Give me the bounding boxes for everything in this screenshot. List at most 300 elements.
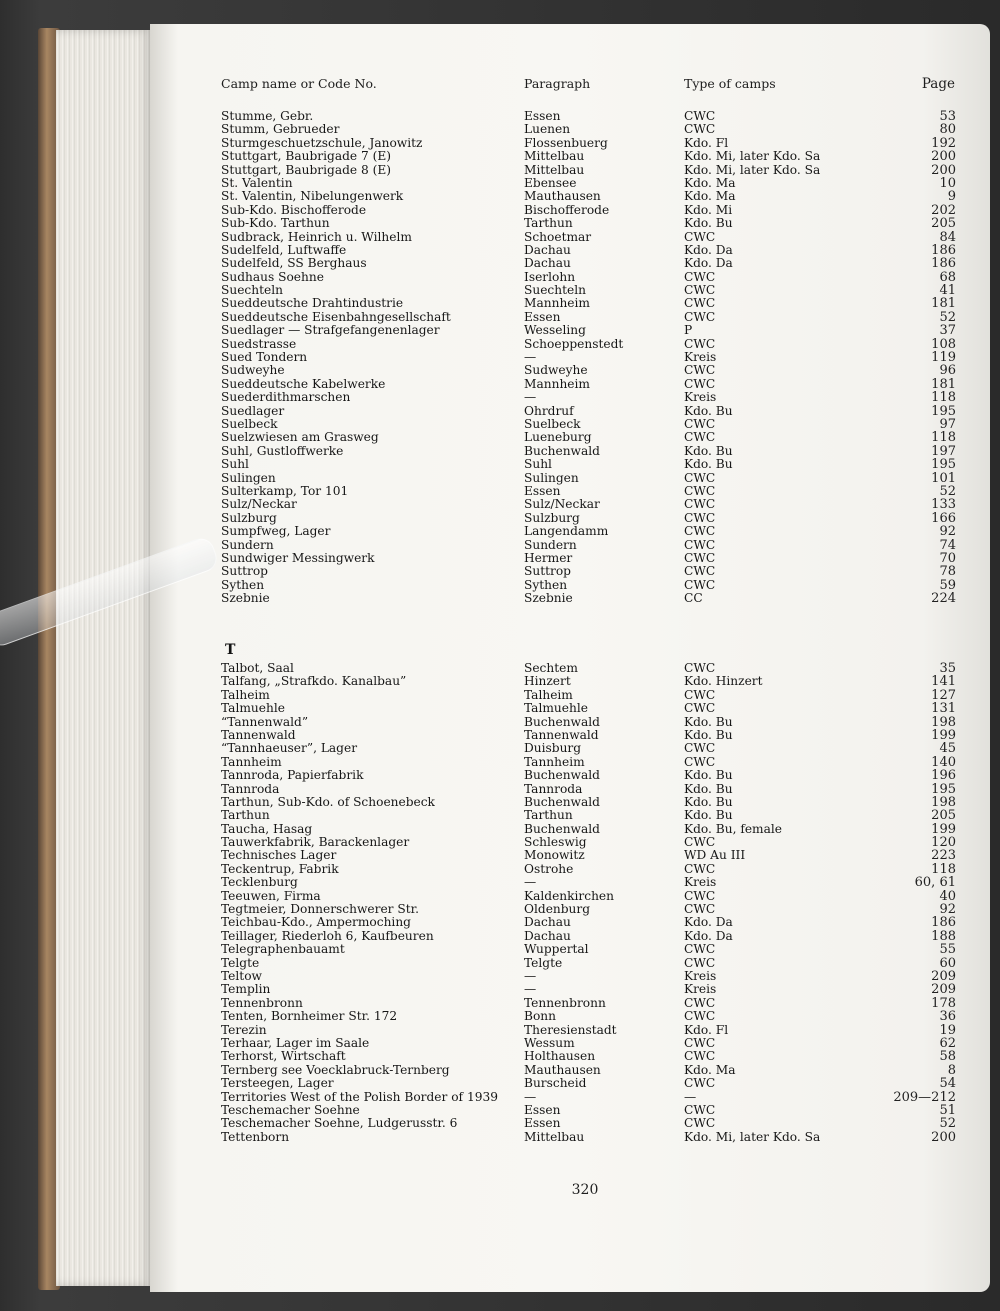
entry-page: 60 (939, 955, 956, 971)
table-row (0, 756, 1000, 769)
entry-type: CWC (684, 1049, 716, 1064)
table-row (0, 823, 1000, 836)
table-row (0, 592, 1000, 605)
entries-t-section (0, 632, 1000, 1144)
entry-name: Suedlager (221, 403, 285, 418)
entry-paragraph: Mittelbau (524, 1129, 585, 1144)
entry-type: CWC (684, 430, 716, 445)
entry-name: “Tannhaeuser”, Lager (221, 741, 358, 756)
table-row (0, 1064, 1000, 1077)
entry-name: St. Valentin, Nibelungenwerk (221, 189, 404, 204)
page-number: 320 (571, 1182, 599, 1198)
entry-page: 74 (939, 537, 956, 553)
entry-paragraph: Monowitz (524, 848, 585, 863)
entry-name: St. Valentin (221, 175, 293, 190)
entry-paragraph: Sulzburg (524, 510, 580, 525)
table-row (0, 418, 1000, 431)
entry-paragraph: — (524, 1089, 537, 1104)
entry-paragraph: Wesseling (524, 323, 586, 338)
entry-page: 52 (939, 1116, 956, 1132)
entry-type: CWC (684, 336, 716, 351)
entry-paragraph: Buchenwald (524, 768, 600, 783)
entry-page: 41 (939, 283, 956, 299)
entry-type: Kdo. Bu (684, 216, 733, 231)
entry-name: Teschemacher Soehne (221, 1102, 360, 1117)
entry-paragraph: Mittelbau (524, 162, 585, 177)
entry-name: Tecklenburg (221, 875, 298, 890)
entry-paragraph: Sechtem (524, 661, 578, 675)
entry-page: 108 (931, 336, 956, 352)
entry-page: 181 (931, 376, 956, 392)
entry-page: 40 (939, 888, 956, 904)
entry-type: Kdo. Hinzert (684, 674, 763, 689)
entry-type: Kreis (684, 390, 717, 405)
table-row (0, 957, 1000, 970)
entry-name: Terhaar, Lager im Saale (221, 1035, 370, 1050)
entry-page: 186 (931, 256, 956, 272)
entry-name: Tannroda (221, 781, 280, 796)
entry-page: 96 (939, 363, 956, 379)
entry-page: 195 (931, 457, 956, 473)
entry-page: 141 (931, 674, 956, 690)
entry-type: Kdo. Da (684, 242, 733, 257)
entry-name: Sueddeutsche Eisenbahngesellschaft (221, 309, 451, 324)
entry-page: 120 (931, 835, 956, 851)
entry-type: CWC (684, 942, 716, 957)
entry-name: Teltow (221, 968, 262, 983)
entry-type: CWC (684, 835, 716, 850)
entry-paragraph: Sundern (524, 537, 577, 552)
entry-page: 19 (939, 1022, 956, 1038)
entry-page: 119 (931, 350, 956, 366)
entry-page: 54 (939, 1076, 956, 1092)
entry-name: Suelbeck (221, 416, 278, 431)
entry-page: 127 (931, 687, 956, 703)
entry-type: CWC (684, 701, 716, 716)
table-row (0, 836, 1000, 849)
entry-name: Stumme, Gebr. (221, 109, 314, 123)
entry-type: Kdo. Bu, female (684, 821, 782, 836)
table-row (0, 498, 1000, 511)
entry-type: CWC (684, 741, 716, 756)
entry-name: Teichbau-Kdo., Ampermoching (221, 915, 411, 930)
entry-name: Terhorst, Wirtschaft (221, 1049, 346, 1064)
entry-page: 186 (931, 915, 956, 931)
table-row (0, 783, 1000, 796)
entry-name: Telegraphenbauamt (221, 942, 345, 957)
entry-type: CWC (684, 902, 716, 917)
entry-type: Kreis (684, 875, 717, 890)
entry-type: Kdo. Bu (684, 727, 733, 742)
table-row (0, 863, 1000, 876)
table-row (0, 137, 1000, 150)
entry-paragraph: Duisburg (524, 741, 582, 756)
entry-type: CWC (684, 416, 716, 431)
entry-paragraph: Schleswig (524, 835, 587, 850)
entry-page: 209—212 (893, 1089, 956, 1105)
entry-name: Sundern (221, 537, 274, 552)
entry-page: 186 (931, 242, 956, 258)
entry-name: Taucha, Hasag (221, 821, 313, 836)
entry-paragraph: Langendamm (524, 524, 609, 539)
table-row (0, 970, 1000, 983)
entry-type: — (684, 1089, 697, 1104)
entry-paragraph: Flossenbuerg (524, 135, 608, 150)
entry-paragraph: Tannenwald (524, 727, 599, 742)
entry-name: Ternberg see Voecklabruck-Ternberg (221, 1062, 450, 1077)
entry-type: CWC (684, 888, 716, 903)
entry-paragraph: Ohrdruf (524, 403, 574, 418)
entry-page: 198 (931, 714, 956, 730)
entry-name: Suhl, Gustloffwerke (221, 443, 344, 458)
entry-name: Tarthun (221, 808, 270, 823)
table-row (0, 1024, 1000, 1037)
entry-type: Kdo. Mi (684, 202, 733, 217)
entry-paragraph: Sudweyhe (524, 363, 588, 378)
entry-paragraph: Essen (524, 1102, 561, 1117)
entry-name: Talheim (221, 687, 270, 702)
entry-page: 166 (931, 510, 956, 526)
entry-name: Tegtmeier, Donnerschwerer Str. (221, 902, 419, 917)
entry-paragraph: Telgte (524, 955, 563, 970)
entry-type: CWC (684, 577, 716, 592)
entry-page: 58 (939, 1049, 956, 1065)
entry-type: Kdo. Da (684, 915, 733, 930)
entry-name: Sturmgeschuetzschule, Janowitz (221, 135, 423, 150)
entry-name: Stumm, Gebrueder (221, 122, 340, 137)
entry-paragraph: — (524, 875, 537, 890)
entry-paragraph: Essen (524, 309, 561, 324)
entry-name: Sundwiger Messingwerk (221, 550, 375, 565)
table-row (0, 1091, 1000, 1104)
table-row (0, 177, 1000, 190)
table-row (0, 742, 1000, 755)
entry-type: Kdo. Bu (684, 457, 733, 472)
entry-page: 200 (931, 1129, 956, 1145)
table-row (0, 997, 1000, 1010)
entry-name: Telgte (221, 955, 260, 970)
entry-name: Sudweyhe (221, 363, 285, 378)
entry-name: Suttrop (221, 564, 268, 579)
entry-type: Kreis (684, 982, 717, 997)
entry-name: Tannheim (221, 754, 282, 769)
table-row (0, 257, 1000, 270)
entry-page: 37 (939, 323, 956, 339)
entry-page: 140 (931, 754, 956, 770)
entry-paragraph: Bischofferode (524, 202, 610, 217)
entry-page: 9 (947, 189, 956, 205)
entry-paragraph: Tarthun (524, 808, 573, 823)
entry-paragraph: — (524, 968, 537, 983)
column-header (0, 76, 1000, 94)
entry-page: 224 (931, 591, 956, 607)
entry-name: Teillager, Riederloh 6, Kaufbeuren (221, 928, 434, 943)
entry-page: 92 (939, 902, 956, 918)
entry-paragraph: Iserlohn (524, 269, 576, 284)
entry-paragraph: Dachau (524, 928, 571, 943)
entry-paragraph: Bonn (524, 1009, 556, 1024)
entry-type: Kreis (684, 968, 717, 983)
entry-page: 205 (931, 808, 956, 824)
table-row (0, 675, 1000, 688)
table-row (0, 983, 1000, 996)
table-row (0, 539, 1000, 552)
entry-paragraph: Wessum (524, 1035, 575, 1050)
entry-paragraph: Buchenwald (524, 443, 600, 458)
table-row (0, 150, 1000, 163)
entry-page: 8 (947, 1062, 956, 1078)
entry-type: Kdo. Ma (684, 175, 736, 190)
entry-type: CC (684, 591, 703, 606)
table-row (0, 297, 1000, 310)
entry-name: Sumpfweg, Lager (221, 524, 331, 539)
entry-paragraph: Buchenwald (524, 714, 600, 729)
entry-type: CWC (684, 296, 716, 311)
entry-name: Sued Tondern (221, 350, 308, 365)
entry-type: CWC (684, 861, 716, 876)
entry-page: 200 (931, 162, 956, 178)
entry-name: Sulzburg (221, 510, 277, 525)
entry-paragraph: Kaldenkirchen (524, 888, 614, 903)
entry-paragraph: Luenen (524, 122, 571, 137)
section-letter-row (0, 632, 1000, 662)
table-row (0, 1077, 1000, 1090)
entry-paragraph: Suhl (524, 457, 552, 472)
entry-paragraph: Mannheim (524, 376, 590, 391)
entry-name: Tenten, Bornheimer Str. 172 (221, 1009, 398, 1024)
entry-page: 131 (931, 701, 956, 717)
table-row (0, 890, 1000, 903)
entry-paragraph: Suelbeck (524, 416, 581, 431)
entry-name: Sulz/Neckar (221, 497, 297, 512)
entry-name: Tarthun, Sub-Kdo. of Schoenebeck (221, 794, 435, 809)
table-row (0, 769, 1000, 782)
entry-name: Sudbrack, Heinrich u. Wilhelm (221, 229, 412, 244)
entry-type: CWC (684, 564, 716, 579)
entry-name: Suelzwiesen am Grasweg (221, 430, 379, 445)
table-row (0, 662, 1000, 675)
entry-type: Kdo. Bu (684, 768, 733, 783)
entry-name: Tennenbronn (221, 995, 303, 1010)
entry-type: CWC (684, 363, 716, 378)
entry-page: 118 (931, 430, 956, 446)
entry-paragraph: Tarthun (524, 216, 573, 231)
entry-page: 60, 61 (914, 875, 956, 891)
table-row (0, 930, 1000, 943)
entry-paragraph: Suechteln (524, 283, 586, 298)
entry-paragraph: — (524, 982, 537, 997)
entry-name: Sythen (221, 577, 265, 592)
entry-name: Sudelfeld, Luftwaffe (221, 242, 347, 257)
entry-paragraph: Wuppertal (524, 942, 589, 957)
entry-page: 199 (931, 821, 956, 837)
entry-paragraph: Essen (524, 109, 561, 123)
entry-paragraph: Sythen (524, 577, 568, 592)
entry-type: CWC (684, 550, 716, 565)
table-row (0, 689, 1000, 702)
entry-type: Kdo. Ma (684, 189, 736, 204)
entry-type: CWC (684, 470, 716, 485)
entry-paragraph: Buchenwald (524, 821, 600, 836)
entry-paragraph: Mittelbau (524, 149, 585, 164)
entry-page: 200 (931, 149, 956, 165)
header-type: Type of camps (684, 76, 776, 91)
table-row (0, 796, 1000, 809)
entry-name: Territories West of the Polish Border of 1939 (221, 1089, 498, 1104)
entry-name: Suechteln (221, 283, 283, 298)
entry-name: Szebnie (221, 591, 270, 606)
entry-paragraph: Buchenwald (524, 794, 600, 809)
entry-type: Kdo. Bu (684, 443, 733, 458)
entry-type: CWC (684, 1102, 716, 1117)
entry-type: Kdo. Bu (684, 794, 733, 809)
table-row (0, 405, 1000, 418)
entry-paragraph: Schoetmar (524, 229, 592, 244)
section-letter: T (225, 642, 236, 658)
entry-type: CWC (684, 955, 716, 970)
entry-page: 52 (939, 309, 956, 325)
entry-name: Tannenwald (221, 727, 296, 742)
entry-name: “Tannenwald” (221, 714, 309, 729)
entry-page: 118 (931, 390, 956, 406)
table-row (0, 903, 1000, 916)
entry-name: Teeuwen, Firma (221, 888, 321, 903)
table-row (0, 702, 1000, 715)
entry-type: CWC (684, 376, 716, 391)
table-row (0, 729, 1000, 742)
table-row (0, 445, 1000, 458)
entry-page: 51 (939, 1102, 956, 1118)
entry-page: 202 (931, 202, 956, 218)
table-row (0, 472, 1000, 485)
table-row (0, 391, 1000, 404)
header-page: Page (921, 76, 955, 92)
entry-name: Suedstrasse (221, 336, 297, 351)
entry-page: 78 (939, 564, 956, 580)
entry-type: Kdo. Bu (684, 403, 733, 418)
table-row (0, 525, 1000, 538)
entry-page: 199 (931, 727, 956, 743)
table-row (0, 512, 1000, 525)
entry-name: Sudelfeld, SS Berghaus (221, 256, 367, 271)
entry-name: Sulingen (221, 470, 276, 485)
table-row (0, 123, 1000, 136)
entry-name: Templin (221, 982, 271, 997)
entry-name: Suhl (221, 457, 249, 472)
table-row (0, 244, 1000, 257)
table-row (0, 351, 1000, 364)
entry-type: CWC (684, 754, 716, 769)
entry-paragraph: Suttrop (524, 564, 571, 579)
table-row (0, 311, 1000, 324)
entry-type: CWC (684, 995, 716, 1010)
table-row (0, 338, 1000, 351)
entry-page: 84 (939, 229, 956, 245)
entry-page: 101 (931, 470, 956, 486)
entry-paragraph: Dachau (524, 256, 571, 271)
entry-paragraph: — (524, 390, 537, 405)
entry-page: 133 (931, 497, 956, 513)
entry-paragraph: Talmuehle (524, 701, 588, 716)
table-row (0, 485, 1000, 498)
entry-page: 97 (939, 416, 956, 432)
entry-page: 36 (939, 1009, 956, 1025)
entry-paragraph: Holthausen (524, 1049, 596, 1064)
entry-type: Kdo. Mi, later Kdo. Sa (684, 162, 821, 177)
entry-page: 181 (931, 296, 956, 312)
entry-name: Sub-Kdo. Bischofferode (221, 202, 367, 217)
entry-page: 45 (939, 741, 956, 757)
table-row (0, 364, 1000, 377)
entry-name: Tauwerkfabrik, Barackenlager (221, 835, 410, 850)
entry-page: 10 (939, 175, 956, 191)
entry-type: Kdo. Da (684, 928, 733, 943)
entry-page: 80 (939, 122, 956, 138)
entry-type: Kdo. Bu (684, 714, 733, 729)
table-row (0, 1131, 1000, 1144)
entry-type: WD Au III (684, 848, 746, 863)
entry-type: Kdo. Da (684, 256, 733, 271)
entry-page: 55 (939, 942, 956, 958)
table-row (0, 1010, 1000, 1023)
table-row (0, 809, 1000, 822)
entry-page: 59 (939, 577, 956, 593)
entry-type: CWC (684, 283, 716, 298)
entry-type: Kdo. Mi, later Kdo. Sa (684, 1129, 821, 1144)
entry-page: 92 (939, 524, 956, 540)
entry-name: Talmuehle (221, 701, 285, 716)
entry-page: 70 (939, 550, 956, 566)
entry-paragraph: Lueneburg (524, 430, 592, 445)
entry-paragraph: Tannroda (524, 781, 583, 796)
entry-type: CWC (684, 109, 716, 123)
entry-name: Teschemacher Soehne, Ludgerusstr. 6 (221, 1116, 458, 1131)
entry-name: Stuttgart, Baubrigade 8 (E) (221, 162, 392, 177)
table-row (0, 943, 1000, 956)
entry-type: CWC (684, 1116, 716, 1131)
table-row (0, 231, 1000, 244)
table-row (0, 916, 1000, 929)
entry-name: Stuttgart, Baubrigade 7 (E) (221, 149, 392, 164)
entry-page: 53 (939, 109, 956, 124)
header-camp-name: Camp name or Code No. (221, 76, 377, 91)
table-row (0, 716, 1000, 729)
entry-name: Tettenborn (221, 1129, 290, 1144)
entry-type: CWC (684, 229, 716, 244)
entry-paragraph: Talheim (524, 687, 573, 702)
entry-paragraph: Tannheim (524, 754, 585, 769)
entry-type: CWC (684, 269, 716, 284)
entry-type: CWC (684, 483, 716, 498)
entry-name: Sueddeutsche Drahtindustrie (221, 296, 404, 311)
table-row (0, 849, 1000, 862)
entry-page: 197 (931, 443, 956, 459)
header-paragraph: Paragraph (524, 76, 591, 91)
entry-type: CWC (684, 1035, 716, 1050)
entry-page: 209 (931, 968, 956, 984)
entry-paragraph: Dachau (524, 915, 571, 930)
entry-page: 192 (931, 135, 956, 151)
table-row (0, 1117, 1000, 1130)
entry-paragraph: Essen (524, 1116, 561, 1131)
table-row (0, 284, 1000, 297)
entry-name: Suederdithmarschen (221, 390, 351, 405)
entry-type: Kdo. Ma (684, 1062, 736, 1077)
table-row (0, 1104, 1000, 1117)
entry-page: 188 (931, 928, 956, 944)
table-row (0, 324, 1000, 337)
entry-paragraph: Mauthausen (524, 189, 601, 204)
